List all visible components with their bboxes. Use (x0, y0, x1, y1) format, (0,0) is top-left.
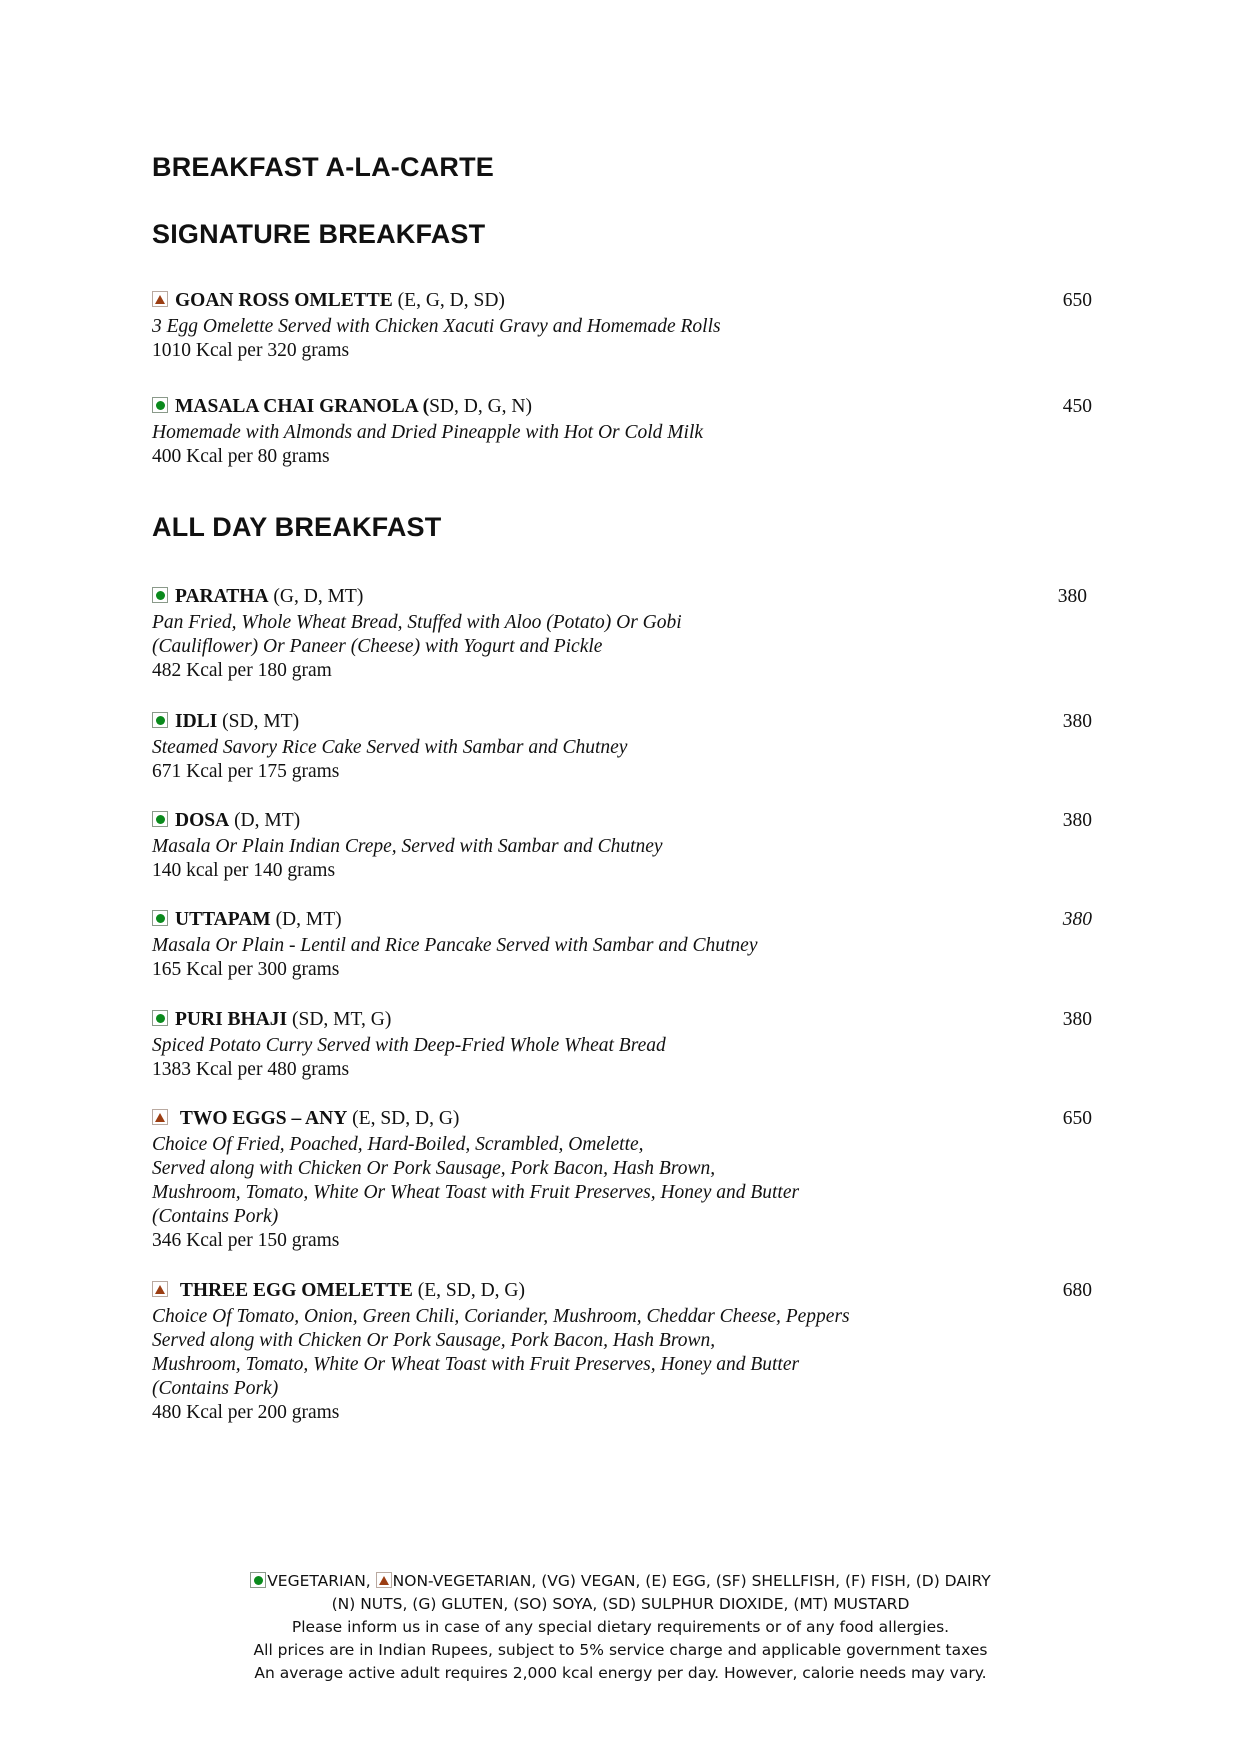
item-allergens: (E, SD, D, G) (347, 1108, 460, 1129)
menu-item (152, 809, 1092, 883)
footer-line-2: (N) NUTS, (G) GLUTEN, (SO) SOYA, (SD) SULPHUR DIOXIDE, (MT) MUSTARD (331, 1595, 910, 1613)
item-name: IDLI (175, 711, 218, 732)
menu-item (152, 1279, 1092, 1425)
item-description: Steamed Savory Rice Cake Served with Sambar and Chutney (152, 737, 628, 758)
item-calories: 480 Kcal per 200 grams (152, 1402, 340, 1423)
item-price: 650 (1062, 290, 1092, 311)
menu-item (152, 908, 1092, 982)
menu-item-header (152, 289, 1092, 315)
item-calories: 140 kcal per 140 grams (152, 860, 336, 881)
menu-item-header (152, 1107, 1092, 1133)
footer-line-4: All prices are in Indian Rupees, subject to 5% service charge and applicable government taxes (253, 1641, 988, 1659)
item-description: Served along with Chicken Or Pork Sausage, Pork Bacon, Hash Brown, (152, 1158, 716, 1179)
item-price: 450 (1062, 396, 1092, 417)
item-calories: 1010 Kcal per 320 grams (152, 340, 350, 361)
item-allergens: (D, MT) (270, 909, 342, 930)
item-calories: 482 Kcal per 180 gram (152, 660, 332, 681)
footer-line-3: Please inform us in case of any special dietary requirements or of any food allergies. (291, 1618, 950, 1636)
item-price: 650 (1062, 1108, 1092, 1129)
item-price: 680 (1062, 1280, 1092, 1301)
item-calories: 165 Kcal per 300 grams (152, 959, 340, 980)
item-description: Homemade with Almonds and Dried Pineapple with Hot Or Cold Milk (152, 422, 704, 443)
menu-item (152, 1008, 1092, 1082)
item-price: 380 (1057, 586, 1087, 607)
item-description: Pan Fried, Whole Wheat Bread, Stuffed with Aloo (Potato) Or Gobi (152, 612, 682, 633)
non-vegetarian-icon (152, 1281, 168, 1297)
item-description: Masala Or Plain Indian Crepe, Served with Sambar and Chutney (152, 836, 663, 857)
menu-item-header (152, 395, 1092, 421)
legend-non-vegetarian: NON-VEGETARIAN, (VG) VEGAN, (E) EGG, (SF) SHELLFISH, (F) FISH, (D) DAIRY (392, 1572, 991, 1590)
menu-item (152, 289, 1092, 363)
footer-line-5: An average active adult requires 2,000 kcal energy per day. However, calorie needs may vary. (254, 1664, 987, 1682)
menu-item-header (152, 809, 1092, 835)
item-name: UTTAPAM (175, 909, 271, 930)
item-calories: 400 Kcal per 80 grams (152, 446, 330, 467)
item-description: Mushroom, Tomato, White Or Wheat Toast with Fruit Preserves, Honey and Butter (152, 1182, 800, 1203)
legend-vegetarian: VEGETARIAN, (267, 1572, 376, 1590)
vegetarian-icon (152, 397, 168, 413)
menu-item (152, 395, 1092, 469)
item-description: Served along with Chicken Or Pork Sausage, Pork Bacon, Hash Brown, (152, 1330, 716, 1351)
item-allergens: SD, D, G, N) (429, 396, 532, 417)
item-calories: 1383 Kcal per 480 grams (152, 1059, 350, 1080)
item-description: (Cauliflower) Or Paneer (Cheese) with Yogurt and Pickle (152, 636, 603, 657)
item-description: (Contains Pork) (152, 1206, 279, 1227)
item-allergens: (G, D, MT) (268, 586, 364, 607)
item-allergens: (D, MT) (229, 810, 301, 831)
footer-legend (0, 1570, 1241, 1685)
vegetarian-icon (152, 811, 168, 827)
menu-item-header (152, 710, 1092, 736)
menu-item-header (152, 585, 1092, 611)
item-description: Choice Of Fried, Poached, Hard-Boiled, Scrambled, Omelette, (152, 1134, 644, 1155)
item-allergens: (SD, MT) (217, 711, 300, 732)
menu-item-header (152, 1008, 1092, 1034)
item-price: 380 (1062, 1009, 1092, 1030)
item-name: THREE EGG OMELETTE (179, 1280, 413, 1301)
vegetarian-icon (152, 587, 168, 603)
item-calories: 671 Kcal per 175 grams (152, 761, 340, 782)
vegetarian-icon (250, 1572, 266, 1588)
menu-item (152, 710, 1092, 784)
item-description: Spiced Potato Curry Served with Deep-Fried Whole Wheat Bread (152, 1035, 666, 1056)
item-calories: 346 Kcal per 150 grams (152, 1230, 340, 1251)
menu-item-header (152, 1279, 1092, 1305)
menu-item-header (152, 908, 1092, 934)
item-name: TWO EGGS – ANY (179, 1108, 348, 1129)
item-name: PARATHA (175, 586, 269, 607)
section-heading-signature: SIGNATURE BREAKFAST (152, 219, 486, 249)
menu-item (152, 1107, 1092, 1253)
vegetarian-icon (152, 910, 168, 926)
item-price: 380 (1062, 711, 1092, 732)
item-name: PURI BHAJI (175, 1009, 288, 1030)
vegetarian-icon (152, 712, 168, 728)
item-allergens: (E, SD, D, G) (412, 1280, 525, 1301)
item-description: Masala Or Plain - Lentil and Rice Pancake Served with Sambar and Chutney (152, 935, 758, 956)
item-name: MASALA CHAI GRANOLA ( (175, 396, 430, 417)
item-description: Mushroom, Tomato, White Or Wheat Toast with Fruit Preserves, Honey and Butter (152, 1354, 800, 1375)
section-heading-all-day: ALL DAY BREAKFAST (152, 512, 442, 542)
non-vegetarian-icon (152, 291, 168, 307)
item-price: 380 (1062, 909, 1092, 930)
page-title: BREAKFAST A-LA-CARTE (152, 152, 494, 182)
item-description: Choice Of Tomato, Onion, Green Chili, Coriander, Mushroom, Cheddar Cheese, Peppers (152, 1306, 850, 1327)
item-name: DOSA (175, 810, 230, 831)
menu-item (152, 585, 1092, 683)
footer-line-1 (0, 1570, 1241, 1593)
non-vegetarian-icon (376, 1572, 392, 1588)
item-allergens: (SD, MT, G) (287, 1009, 392, 1030)
item-allergens: (E, G, D, SD) (392, 290, 505, 311)
non-vegetarian-icon (152, 1109, 168, 1125)
item-description: (Contains Pork) (152, 1378, 279, 1399)
item-price: 380 (1062, 810, 1092, 831)
item-name: GOAN ROSS OMLETTE (175, 290, 393, 311)
item-description: 3 Egg Omelette Served with Chicken Xacuti Gravy and Homemade Rolls (152, 316, 721, 337)
vegetarian-icon (152, 1010, 168, 1026)
